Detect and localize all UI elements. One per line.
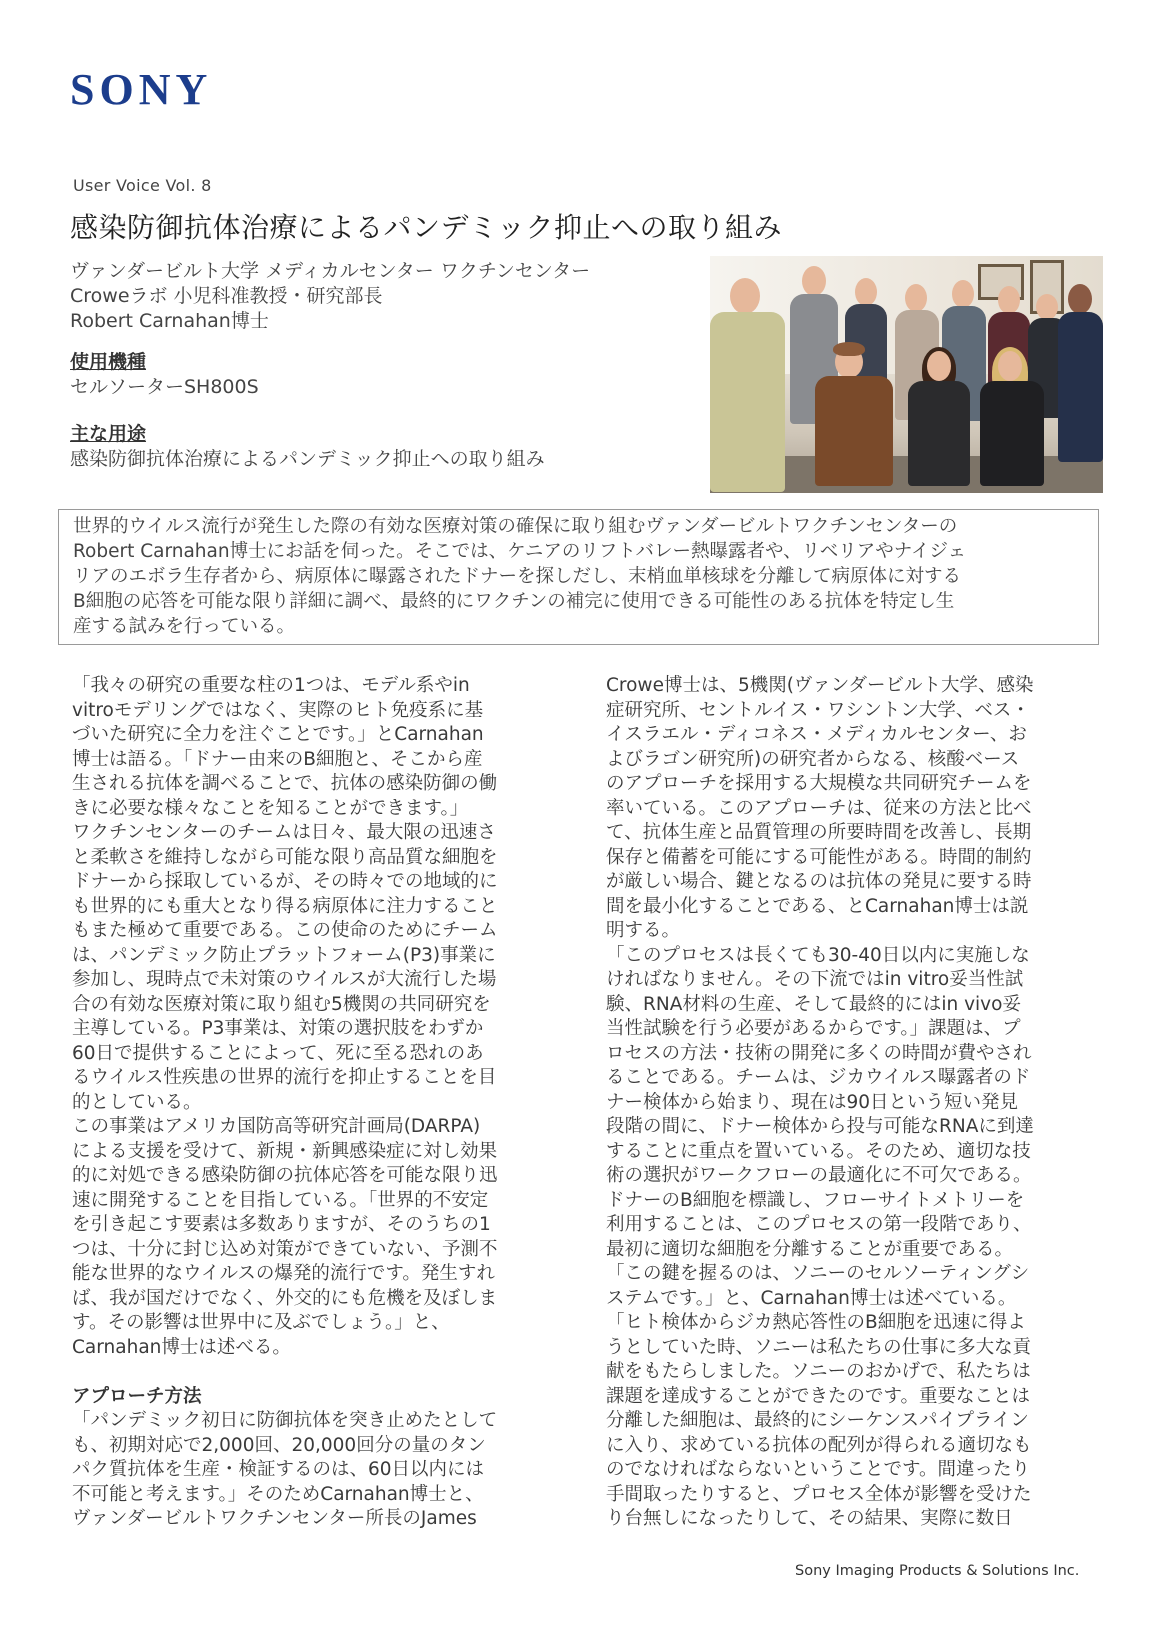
paragraph-line: 最初に適切な細胞を分離することが重要である。 — [606, 1238, 1014, 1260]
paragraph-line: 参加し、現時点で未対策のウイルスが大流行した場 — [72, 969, 497, 990]
paragraph-line: 間を最小化することである、とCarnahan博士は説 — [606, 895, 1029, 917]
paragraph-line: ドナーから採取しているが、その時々での地域的に — [72, 871, 498, 892]
paragraph-line: 「この鍵を握るのは、ソニーのセルソーティングシ — [606, 1263, 1030, 1284]
summary-line: 産する試みを行っている。 — [73, 616, 296, 637]
paragraph-line: きに必要な様々なことを知ることができます。」 — [72, 797, 469, 819]
paragraph-line: パク質抗体を生産・検証するのは、60日以内には — [72, 1459, 485, 1480]
paragraph-line: うとしていた時、ソニーは私たちの仕事に多大な貢 — [606, 1336, 1032, 1358]
paragraph-line: も、初期対応で2,000回、20,000回分の量のタン — [72, 1434, 486, 1456]
paragraph-line: 速に開発することを目指している。「世界的不安定 — [72, 1189, 489, 1211]
paragraph-line: よびラゴン研究所)の研究者からなる、核酸ベース — [606, 748, 1020, 770]
paragraph-line: Carnahan博士は述べる。 — [72, 1336, 291, 1358]
paragraph-line: 的としている。 — [72, 1091, 202, 1113]
right-column-body — [606, 674, 1100, 1532]
paragraph-line: 課題を達成することができたのです。重要なことは — [606, 1385, 1031, 1407]
paragraph-line: ヴァンダービルトワクチンセンター所長のJames — [72, 1508, 477, 1529]
paragraph-line: 「我々の研究の重要な柱の1つは、モデル系やin — [72, 675, 470, 696]
paragraph-line: ば、我が国だけでなく、外交的にも危機を及ぼしま — [72, 1287, 498, 1309]
paragraph-line: を引き起こす要素は多数ありますが、そのうちの1 — [72, 1214, 491, 1235]
equipment-heading: 使用機種 — [70, 351, 147, 373]
paragraph-line: と柔軟さを維持しながら可能な限り高品質な細胞を — [72, 846, 498, 868]
paragraph-line: もまた極めて重要である。この使命のためにチーム — [72, 920, 498, 941]
paragraph-line: 60日で提供することによって、死に至る恐れのあ — [72, 1042, 484, 1064]
paragraph-line: づいた研究に全力を注ぐことです。」とCarnahan — [72, 724, 484, 745]
paragraph-line: ステムです。」と、Carnahan博士は述べている。 — [606, 1287, 1017, 1309]
paragraph-line: この事業はアメリカ国防高等研究計画局(DARPA) — [72, 1116, 481, 1137]
paragraph-line: 当性試験を行う必要があるからです。」課題は、プ — [606, 1018, 1021, 1039]
paragraph-line: 「パンデミック初日に防御抗体を突き止めたとして — [72, 1410, 498, 1431]
paragraph-line: ナー検体から始まり、現在は90日という短い発見 — [606, 1091, 1019, 1113]
paragraph-line: Crowe博士は、5機関(ヴァンダービルト大学、感染 — [606, 675, 1034, 696]
purpose-heading: 主な用途 — [70, 423, 147, 445]
paragraph-line: 段階の間に、ドナー検体から投与可能なRNAに到達 — [606, 1116, 1034, 1137]
summary-line: B細胞の応答を可能な限り詳細に調べ、最終的にワクチンの補完に使用できる可能性のある抗体を特定し生 — [73, 591, 955, 612]
paragraph-line: 生される抗体を調べることで、抗体の感染防御の働 — [72, 773, 498, 794]
paragraph-line: 明する。 — [606, 920, 681, 941]
left-column — [72, 674, 562, 1532]
paragraph-line: のでなければならないということです。間違ったり — [606, 1459, 1031, 1480]
series-label: User Voice Vol. 8 — [73, 176, 212, 195]
paragraph-line: ければなりません。その下流ではin vitro妥当性試 — [606, 969, 1024, 990]
purpose-value: 感染防御抗体治療によるパンデミック抑止への取り組み — [70, 448, 545, 470]
paragraph-line: 験、RNA材料の生産、そして最終的にはin vivo妥 — [606, 993, 1021, 1015]
paragraph-line: も世界的にも重大となり得る病原体に注力すること — [72, 895, 498, 917]
paragraph-line: 的に対処できる感染防御の抗体応答を可能な限り迅 — [72, 1165, 498, 1186]
paragraph-line: ワクチンセンターのチームは日々、最大限の迅速さ — [72, 822, 496, 843]
sony-logo: SONY — [70, 65, 213, 114]
paragraph-line: 不可能と考えます。」そのためCarnahan博士と、 — [72, 1483, 484, 1505]
paragraph-line: 「このプロセスは長くても30-40日以内に実施しな — [606, 944, 1030, 966]
profile-block — [70, 259, 670, 472]
paragraph-line: 利用することは、このプロセスの第一段階であり、 — [606, 1214, 1032, 1235]
affiliation-line: Croweラボ 小児科准教授・研究部長 — [70, 285, 383, 307]
team-photo — [710, 256, 1103, 493]
paragraph-line: ドナーのB細胞を標識し、フローサイトメトリーを — [606, 1189, 1025, 1211]
paragraph-line: 症研究所、セントルイス・ワシントン大学、ベス・ — [606, 699, 1030, 721]
paragraph-line: 術の選択がワークフローの最適化に不可欠である。 — [606, 1165, 1032, 1186]
paragraph-line: は、パンデミック防止プラットフォーム(P3)事業に — [72, 944, 496, 966]
left-column-body — [72, 674, 562, 1360]
paragraph-line: す。その影響は世界中に及ぶでしょう。」と、 — [72, 1312, 450, 1333]
paragraph-line: vitroモデリングではなく、実際のヒト免疫系に基 — [72, 699, 484, 721]
paragraph-line: るウイルス性疾患の世界的流行を抑止することを目 — [72, 1067, 497, 1088]
paragraph-line: に入り、求めている抗体の配列が得られる適切なも — [606, 1434, 1032, 1456]
paragraph-line: 献をもたらしました。ソニーのおかげで、私たちは — [606, 1361, 1031, 1382]
paragraph-line: 能な世界的なウイルスの爆発的流行です。発生すれ — [72, 1263, 495, 1284]
paragraph-line: による支援を受けて、新規・新興感染症に対し効果 — [72, 1140, 498, 1162]
paragraph-line: 分離した細胞は、最終的にシーケンスパイプライン — [606, 1410, 1029, 1431]
affiliation-line: Robert Carnahan博士 — [70, 310, 269, 332]
paragraph-line: り台無しになったりして、その結果、実際に数日 — [606, 1508, 1013, 1529]
footer-company: Sony Imaging Products & Solutions Inc. — [795, 1563, 1080, 1579]
paragraph-line: 合の有効な医療対策に取り組む5機関の共同研究を — [72, 993, 491, 1015]
paragraph-line: することに重点を置いている。そのため、適切な技 — [606, 1140, 1031, 1162]
paragraph-line: つは、十分に封じ込め対策ができていない、予測不 — [72, 1238, 498, 1260]
equipment-value: セルソーターSH800S — [70, 376, 259, 398]
paragraph-line: 博士は語る。「ドナー由来のB細胞と、そこから産 — [72, 748, 483, 770]
spacer — [72, 1360, 562, 1385]
paragraph-line: て、抗体生産と品質管理の所要時間を改善し、長期 — [606, 822, 1032, 843]
paragraph-line: 手間取ったりすると、プロセス全体が影響を受けた — [606, 1483, 1032, 1505]
summary-line: リアのエボラ生存者から、病原体に曝露されたドナーを探しだし、末梢血単核球を分離して病原体に対する — [73, 566, 962, 587]
paragraph-line: ロセスの方法・技術の開発に多くの時間が費やされ — [606, 1042, 1032, 1064]
summary-line: Robert Carnahan博士にお話を伺った。そこでは、ケニアのリフトバレー熱曝露者や、リベリアやナイジェ — [73, 541, 967, 562]
paragraph-line: ることである。チームは、ジカウイルス曝露者のド — [606, 1067, 1031, 1088]
page-title: 感染防御抗体治療によるパンデミック抑止への取り組み — [70, 211, 782, 244]
affiliation-line: ヴァンダービルト大学 メディカルセンター ワクチンセンター — [70, 260, 591, 282]
paragraph-line: イスラエル・ディコネス・メディカルセンター、お — [606, 724, 1027, 745]
paragraph-line: 主導している。P3事業は、対策の選択肢をわずか — [72, 1018, 484, 1039]
summary-box — [58, 509, 1099, 645]
approach-heading: アプローチ方法 — [72, 1385, 202, 1407]
paragraph-line: 「ヒト検体からジカ熱応答性のB細胞を迅速に得よ — [606, 1312, 1026, 1333]
paragraph-line: 保存と備蓄を可能にする可能性がある。時間的制約 — [606, 846, 1032, 868]
paragraph-line: 率いている。このアプローチは、従来の方法と比べ — [606, 797, 1032, 819]
paragraph-line: が厳しい場合、鍵となるのは抗体の発見に要する時 — [606, 871, 1032, 892]
right-column — [606, 674, 1100, 1532]
summary-line: 世界的ウイルス流行が発生した際の有効な医療対策の確保に取り組むヴァンダービルトワクチンセンターの — [73, 516, 958, 537]
left-column-approach — [72, 1409, 562, 1532]
paragraph-line: のアプローチを採用する大規模な共同研究チームを — [606, 773, 1032, 794]
